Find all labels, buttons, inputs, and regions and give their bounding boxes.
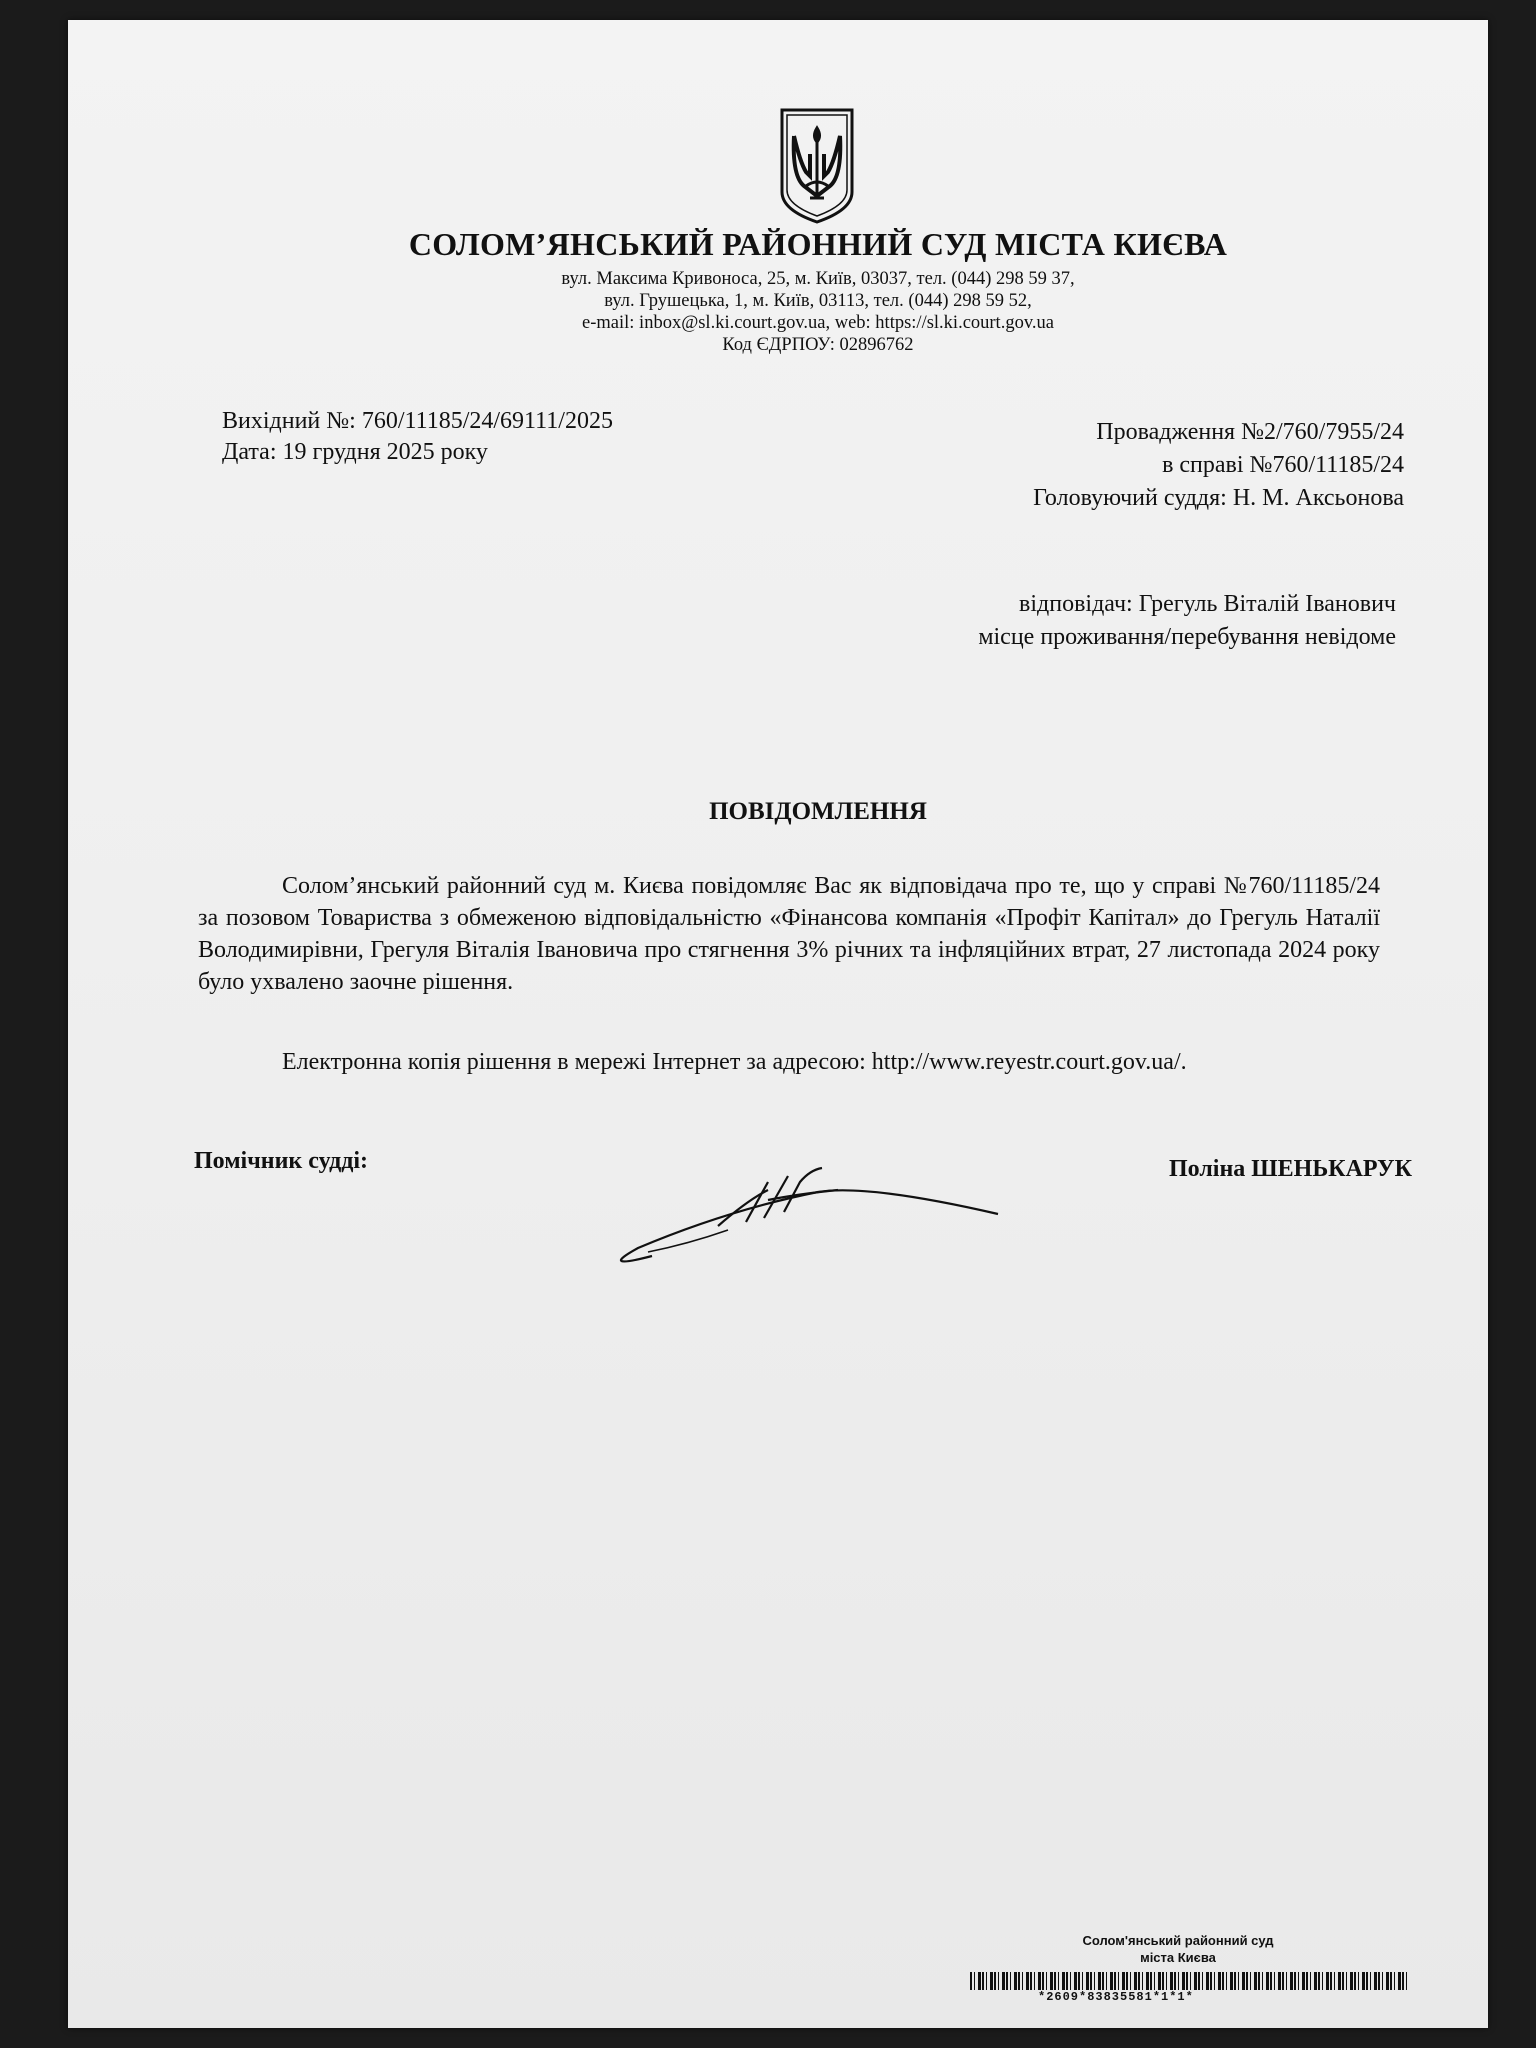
notice-heading: ПОВІДОМЛЕННЯ — [709, 798, 927, 825]
court-contacts-line: e-mail: inbox@sl.ki.court.gov.ua, web: https://sl.ki.court.gov.ua — [582, 313, 1054, 333]
notice-link-paragraph: Електронна копія рішення в мережі Інтернет за адресою: http://www.reyestr.court.gov.ua/. — [282, 1049, 1187, 1075]
case-meta — [1033, 416, 1404, 515]
barcode-number: *2609*83835581*1*1* — [1038, 1990, 1194, 2004]
document-date: Дата: 19 грудня 2025 року — [222, 439, 488, 465]
proceeding-number: Провадження №2/760/7955/24 — [1096, 419, 1404, 445]
court-name-title: СОЛОМ’ЯНСЬКИЙ РАЙОННИЙ СУД МІСТА КИЄВА — [408, 226, 1228, 262]
barcode — [970, 1972, 1410, 1990]
signatory-name: Поліна ШЕНЬКАРУК — [1168, 1156, 1412, 1182]
outgoing-number: Вихідний №: 760/11185/24/69111/2025 — [222, 408, 613, 434]
stamp-line: Солом'янський районний суд — [1082, 1933, 1274, 1948]
court-address-line: вул. Грушецька, 1, м. Київ, 03113, тел. (044) 298 59 52, — [604, 291, 1032, 311]
respondent-block — [978, 588, 1396, 654]
document-page — [68, 20, 1488, 2028]
court-address-line: вул. Максима Кривоноса, 25, м. Київ, 03037, тел. (044) 298 59 37, — [561, 269, 1075, 289]
signatory-role: Помічник судді: — [194, 1148, 369, 1174]
trident-emblem-icon — [776, 106, 858, 226]
court-stamp — [1008, 1932, 1348, 1966]
case-number: в справі №760/11185/24 — [1162, 452, 1404, 478]
respondent-name: відповідач: Грегуль Віталій Іванович — [1019, 591, 1396, 617]
notice-paragraph: Солом’янський районний суд м. Києва повідомляє Вас як відповідача про те, що у справі №760/11185/24 за позовом Товариства з обмеженою відповідальністю «Фінансова компанія «Профіт Капітал» до Грегуль Наталії Володимирівни, Грегуля Віталія Івановича про стягнення 3% річних та інфляційних втрат, 27 листопада 2024 року було ухвалено заочне рішення. — [198, 873, 1380, 995]
handwritten-signature — [578, 1160, 1038, 1270]
court-edrpou-code: Код ЄДРПОУ: 02896762 — [722, 335, 914, 355]
presiding-judge: Головуючий суддя: Н. М. Аксьонова — [1033, 485, 1404, 511]
outgoing-meta — [222, 406, 613, 468]
stamp-line: міста Києва — [1140, 1950, 1216, 1965]
respondent-residence: місце проживання/перебування невідоме — [978, 624, 1396, 650]
